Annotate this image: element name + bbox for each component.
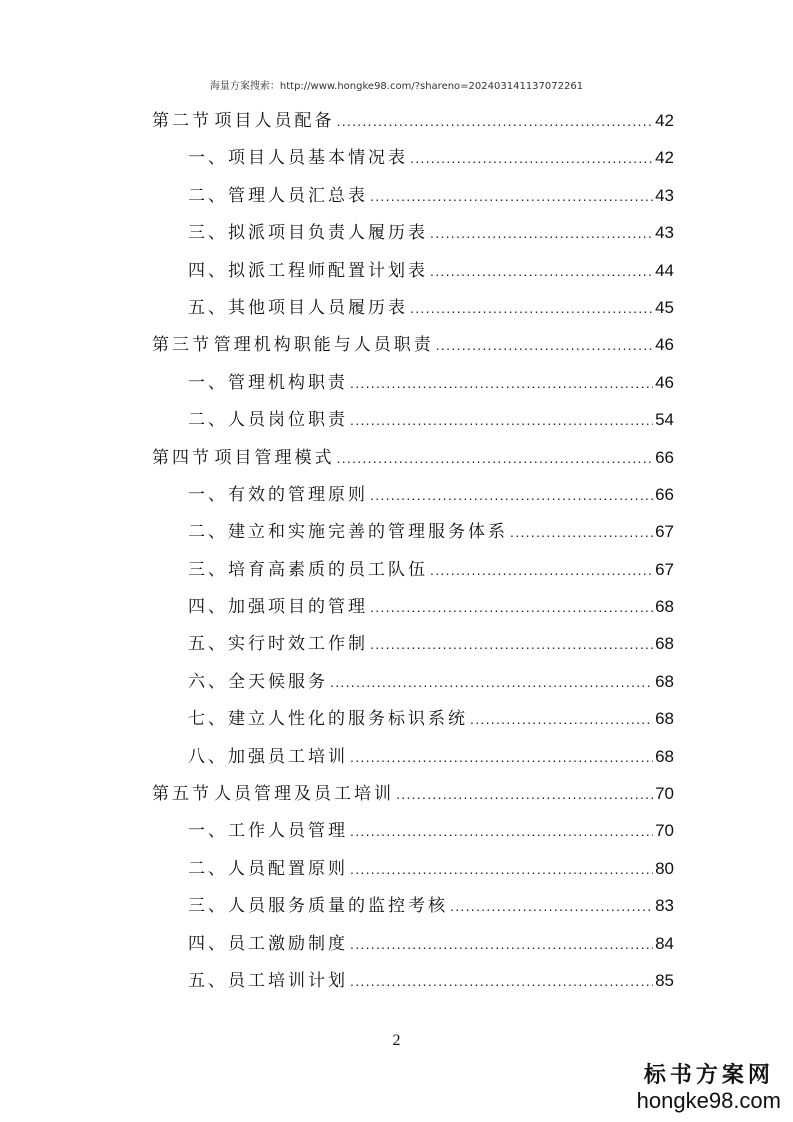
toc-subsection-entry[interactable]: [152, 962, 674, 999]
toc-entry-page: 43: [655, 223, 674, 243]
toc-entry-page: 70: [655, 821, 674, 841]
toc-entry-page: 68: [655, 597, 674, 617]
toc-entry-title: 建立和实施完善的管理服务体系: [228, 522, 508, 543]
toc-entry-number: 第三节: [152, 335, 212, 356]
toc-entry-title: 人员服务质量的监控考核: [228, 896, 448, 917]
toc-entry-page: 67: [655, 522, 674, 542]
toc-section-entry[interactable]: [152, 102, 674, 139]
toc-entry-title: 员工培训计划: [228, 970, 348, 991]
toc-dot-leader: [396, 776, 653, 813]
toc-entry-title: 拟派工程师配置计划表: [228, 260, 428, 281]
toc-entry-title: 建立人性化的服务标识系统: [228, 709, 468, 730]
toc-entry-number: 一、: [188, 484, 228, 505]
toc-dot-leader: [350, 813, 653, 850]
toc-entry-title: 实行时效工作制: [228, 634, 368, 655]
toc-entry-page: 45: [655, 297, 674, 317]
toc-entry-page: 66: [655, 484, 674, 504]
toc-dot-leader: [350, 851, 653, 888]
toc-entry-page: 83: [655, 896, 674, 916]
toc-entry-title: 管理人员汇总表: [228, 185, 368, 206]
toc-entry-title: 有效的管理原则: [228, 484, 368, 505]
toc-dot-leader: [410, 290, 653, 327]
toc-entry-number: 七、: [188, 709, 228, 730]
watermark-site-name: 标书方案网: [643, 1062, 774, 1088]
toc-section-entry[interactable]: [152, 775, 674, 812]
toc-entry-title: 管理机构职责: [228, 372, 348, 393]
toc-entry-title: 工作人员管理: [228, 821, 348, 842]
page-number: 2: [392, 1032, 401, 1049]
toc-subsection-entry[interactable]: [152, 738, 674, 775]
toc-entry-title: 培育高素质的员工队伍: [228, 559, 428, 580]
watermark-logo: [637, 1062, 781, 1114]
toc-subsection-entry[interactable]: [152, 588, 674, 625]
toc-entry-page: 68: [655, 634, 674, 654]
toc-dot-leader: [430, 253, 653, 290]
toc-subsection-entry[interactable]: [152, 177, 674, 214]
toc-subsection-entry[interactable]: [152, 476, 674, 513]
toc-dot-leader: [410, 140, 653, 177]
toc-subsection-entry[interactable]: [152, 700, 674, 737]
toc-subsection-entry[interactable]: [152, 850, 674, 887]
toc-subsection-entry[interactable]: [152, 289, 674, 326]
toc-subsection-entry[interactable]: [152, 887, 674, 924]
toc-entry-title: 拟派项目负责人履历表: [228, 223, 428, 244]
toc-entry-title: 项目管理模式: [214, 447, 335, 468]
toc-entry-page: 42: [655, 148, 674, 168]
toc-entry-title: 项目人员基本情况表: [228, 148, 408, 169]
toc-entry-number: 第五节: [152, 784, 212, 805]
toc-subsection-entry[interactable]: [152, 513, 674, 550]
toc-subsection-entry[interactable]: [152, 401, 674, 438]
watermark-domain: hongke98.com: [636, 1088, 781, 1113]
toc-subsection-entry[interactable]: [152, 663, 674, 700]
toc-entry-page: 85: [655, 970, 674, 990]
toc-entry-page: 46: [655, 335, 674, 355]
toc-dot-leader: [430, 215, 653, 252]
toc-entry-number: 二、: [188, 185, 228, 206]
toc-entry-title: 人员配置原则: [228, 858, 348, 879]
toc-entry-page: 68: [655, 746, 674, 766]
toc-entry-title: 其他项目人员履历表: [228, 297, 408, 318]
toc-entry-number: 四、: [188, 597, 228, 618]
toc-subsection-entry[interactable]: [152, 252, 674, 289]
toc-entry-page: 43: [655, 185, 674, 205]
toc-entry-page: 66: [655, 447, 674, 467]
toc-entry-title: 加强项目的管理: [228, 597, 368, 618]
toc-subsection-entry[interactable]: [152, 925, 674, 962]
toc-entry-title: 人员管理及员工培训: [214, 784, 395, 805]
toc-entry-page: 54: [655, 410, 674, 430]
toc-entry-title: 项目人员配备: [214, 111, 335, 131]
toc-dot-leader: [370, 477, 653, 514]
toc-dot-leader: [430, 552, 653, 589]
toc-entry-page: 46: [655, 372, 674, 392]
toc-entry-page: 67: [655, 559, 674, 579]
toc-entry-page: 42: [655, 111, 674, 130]
toc-dot-leader: [370, 589, 653, 626]
toc-entry-number: 三、: [188, 559, 228, 580]
toc-entry-page: 80: [655, 858, 674, 878]
page-header-search-url: 海量方案搜索：http://www.hongke98.com/?shareno=202403141137072261: [209, 81, 584, 92]
toc-dot-leader: [510, 514, 653, 551]
toc-subsection-entry[interactable]: [152, 551, 674, 588]
toc-section-entry[interactable]: [152, 439, 674, 476]
toc-entry-title: 全天候服务: [228, 671, 328, 692]
table-of-contents: [152, 102, 674, 999]
toc-dot-leader: [350, 963, 653, 1000]
toc-dot-leader: [370, 178, 653, 215]
toc-dot-leader: [350, 926, 653, 963]
toc-entry-number: 五、: [188, 634, 228, 655]
toc-entry-page: 70: [655, 784, 674, 804]
toc-subsection-entry[interactable]: [152, 364, 674, 401]
toc-entry-page: 68: [655, 709, 674, 729]
toc-dot-leader: [370, 626, 653, 663]
toc-dot-leader: [337, 440, 654, 477]
toc-entry-number: 六、: [188, 671, 228, 692]
toc-entry-page: 84: [655, 933, 674, 953]
toc-dot-leader: [436, 327, 653, 364]
toc-entry-number: 一、: [188, 148, 228, 169]
toc-entry-number: 二、: [188, 522, 228, 543]
toc-entry-number: 四、: [188, 260, 228, 281]
toc-subsection-entry[interactable]: [152, 625, 674, 662]
toc-dot-leader: [470, 701, 653, 738]
toc-entry-number: 二、: [188, 410, 228, 431]
toc-entry-number: 一、: [188, 821, 228, 842]
toc-entry-number: 第二节: [152, 111, 212, 131]
toc-entry-title: 人员岗位职责: [228, 410, 348, 431]
toc-subsection-entry[interactable]: [152, 214, 674, 251]
toc-entry-title: 加强员工培训: [228, 746, 348, 767]
toc-section-entry[interactable]: [152, 326, 674, 363]
toc-entry-page: 44: [655, 260, 674, 280]
toc-entry-number: 八、: [188, 746, 228, 767]
toc-entry-number: 二、: [188, 858, 228, 879]
toc-subsection-entry[interactable]: [152, 812, 674, 849]
toc-entry-number: 三、: [188, 223, 228, 244]
toc-dot-leader: [337, 103, 654, 140]
toc-dot-leader: [450, 888, 653, 925]
toc-entry-title: 员工激励制度: [228, 933, 348, 954]
toc-entry-title: 管理机构职能与人员职责: [213, 335, 434, 356]
toc-dot-leader: [330, 664, 653, 701]
toc-entry-number: 五、: [188, 970, 228, 991]
toc-entry-number: 四、: [188, 933, 228, 954]
toc-dot-leader: [350, 365, 653, 402]
toc-dot-leader: [350, 402, 653, 439]
toc-entry-number: 五、: [188, 297, 228, 318]
toc-entry-number: 第四节: [152, 447, 212, 468]
toc-entry-number: 三、: [188, 896, 228, 917]
toc-dot-leader: [350, 739, 653, 776]
toc-entry-page: 68: [655, 671, 674, 691]
toc-entry-number: 一、: [188, 372, 228, 393]
toc-subsection-entry[interactable]: [152, 139, 674, 176]
